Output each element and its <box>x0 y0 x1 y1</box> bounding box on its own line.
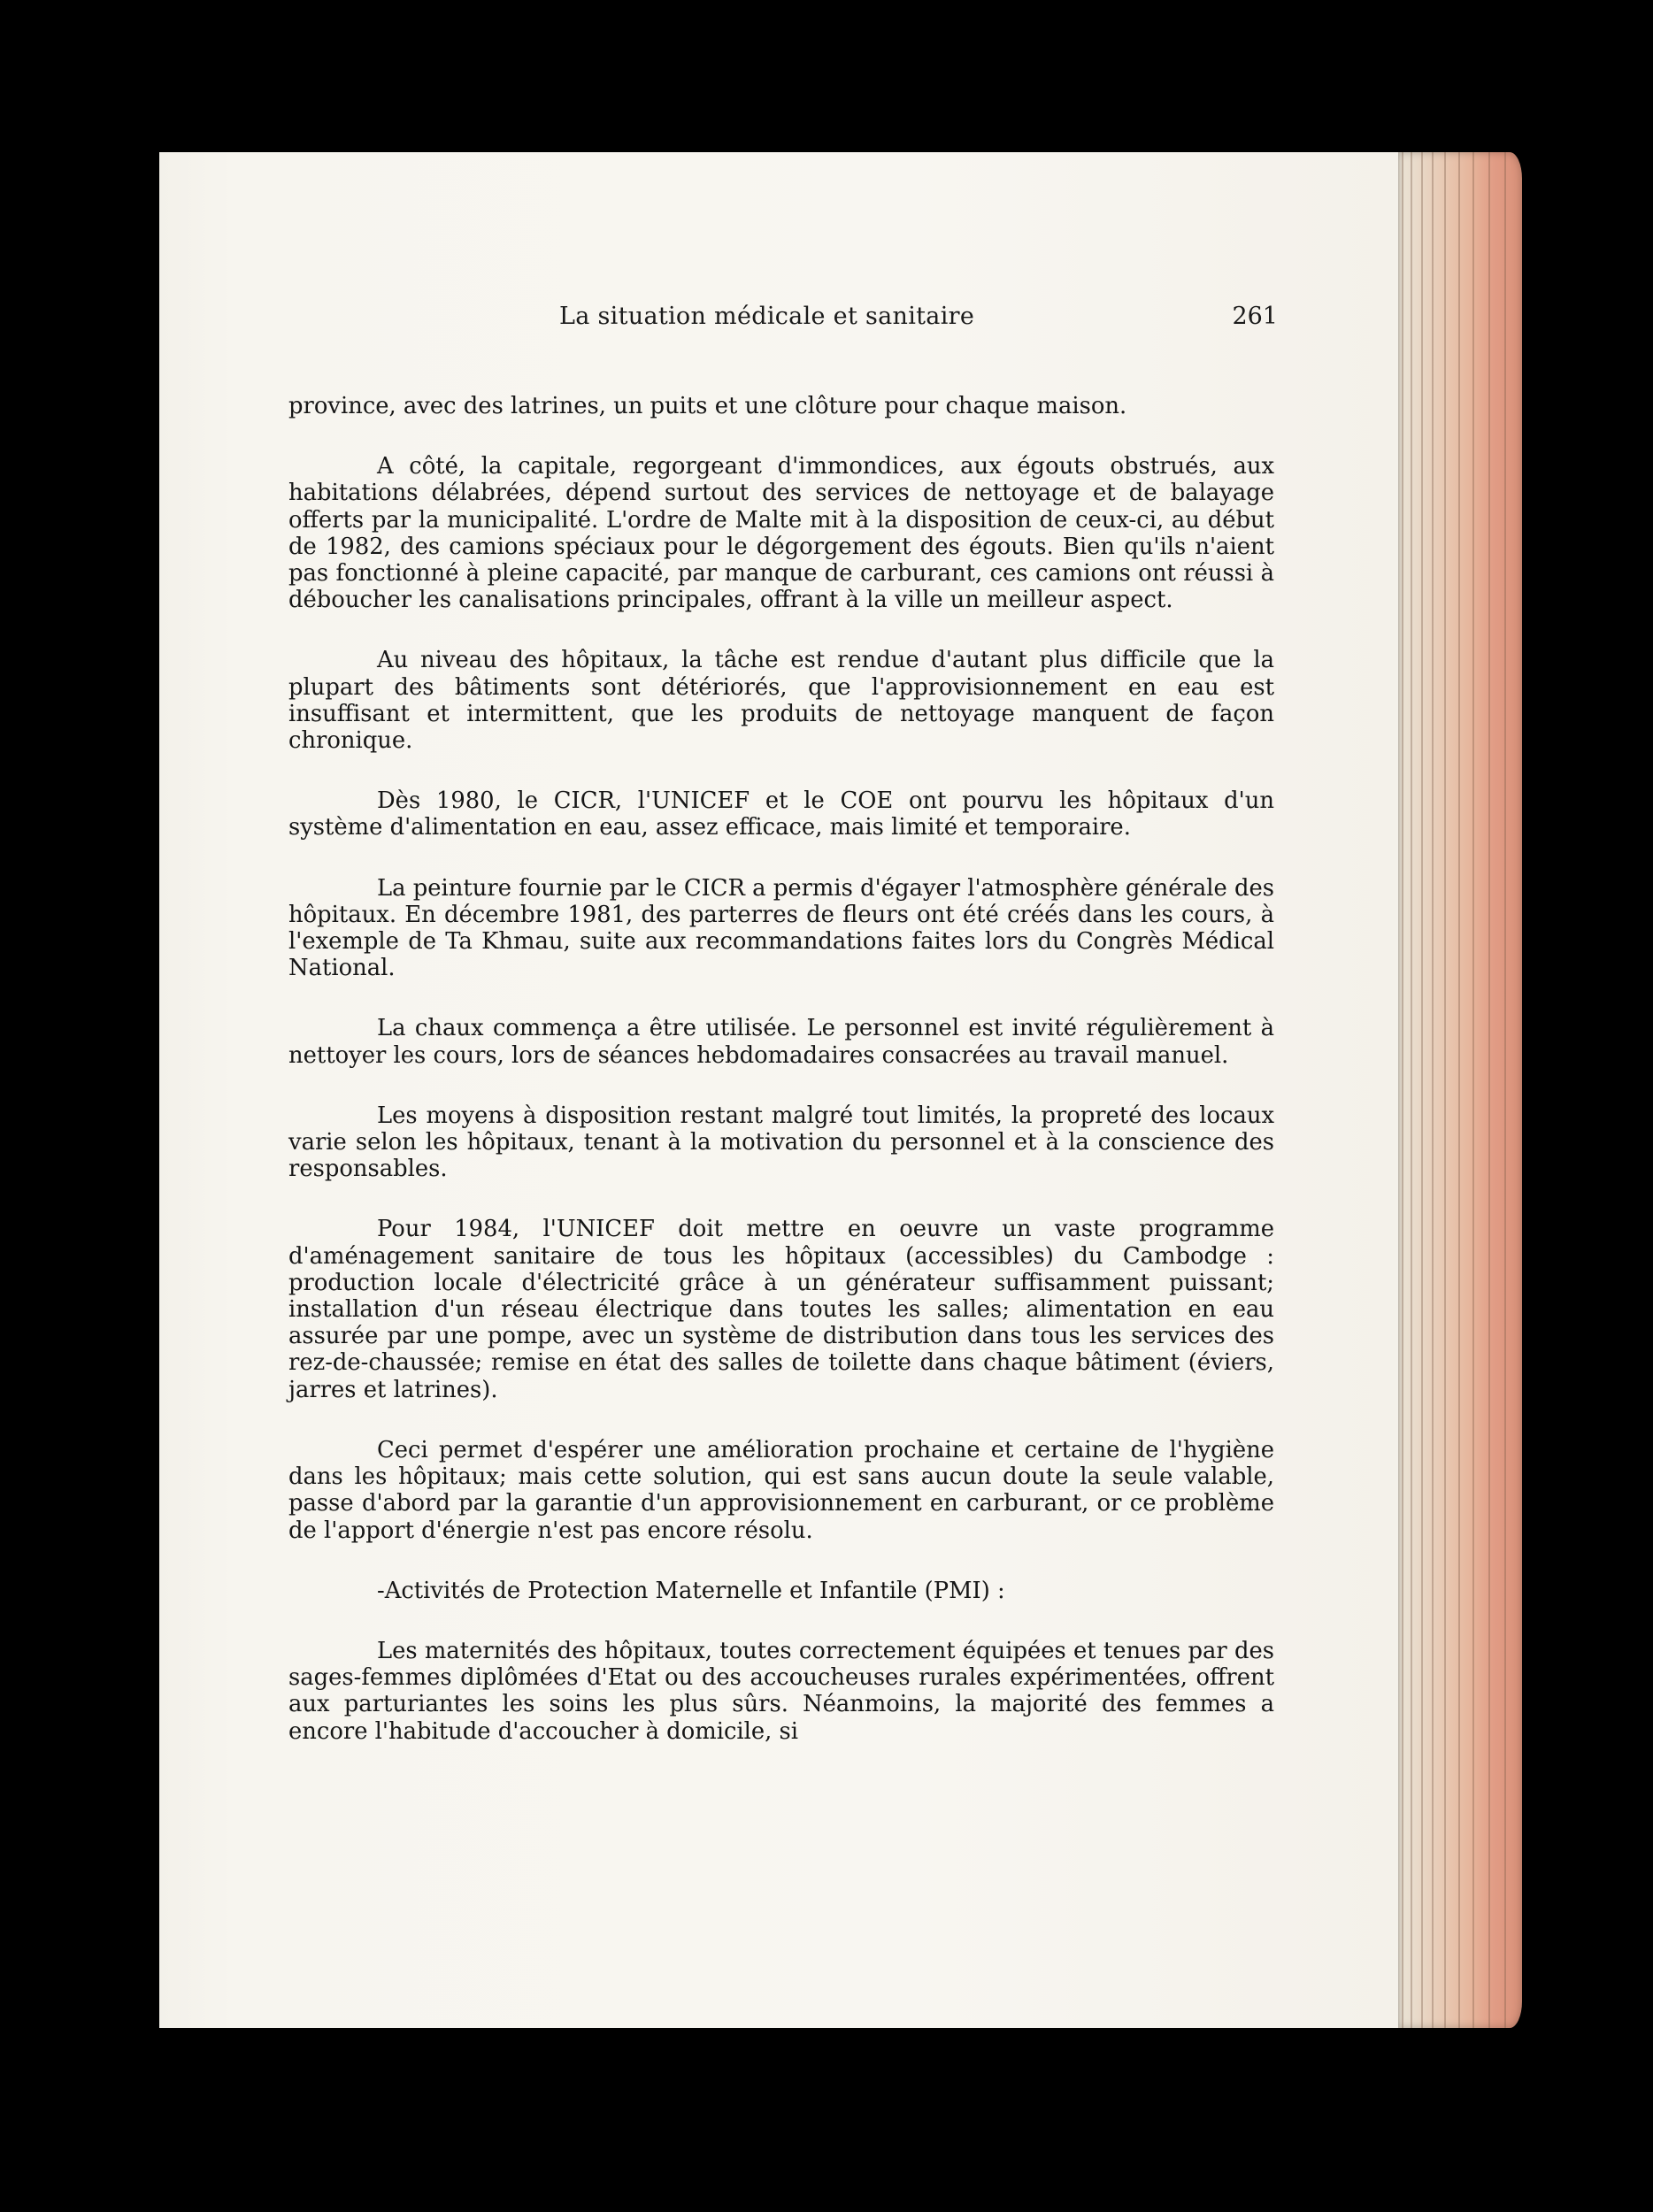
paragraph: Pour 1984, l'UNICEF doit mettre en oeuvre un vaste programme d'aménagement sanitaire de tous les hôpitaux (accessibles) du Cambodge : production locale d'électricité grâce à un générateur suffisamment puissant; installation d'un réseau électrique dans toutes les salles; alimentation en eau assurée par une pompe, avec un système de distribution dans tous les services des rez-de-chaussée; remise en état des salles de toilette dans chaque bâtiment (éviers, jarres et latrines). <box>288 1216 1274 1403</box>
page-edges <box>1380 152 1522 2028</box>
paragraph: Au niveau des hôpitaux, la tâche est rendue d'autant plus difficile que la plupart des bâtiments sont détériorés, que l'approvisionnement en eau est insuffisant et intermittent, que les produits de nettoyage manquent de façon chronique. <box>288 647 1274 755</box>
book-page <box>159 152 1398 2028</box>
page-number: 261 <box>1232 303 1278 330</box>
running-title: La situation médicale et sanitaire <box>559 303 975 330</box>
paragraph: Les maternités des hôpitaux, toutes correctement équipées et tenues par des sages-femmes diplômées d'Etat ou des accoucheuses rurales expérimentées, offrent aux parturiantes les soins les plus sûrs. Néanmoins, la majorité des femmes a encore l'habitude d'accoucher à domicile, si <box>288 1637 1274 1745</box>
section-heading: -Activités de Protection Maternelle et Infantile (PMI) : <box>377 1577 1005 1604</box>
paragraph: Ceci permet d'espérer une amélioration prochaine et certaine de l'hygiène dans les hôpitaux; mais cette solution, qui est sans aucun doute la seule valable, passe d'abord par la garantie d'un approvisionnement en carburant, or ce problème de l'apport d'énergie n'est pas encore résolu. <box>288 1436 1274 1544</box>
body-text <box>288 393 1274 1778</box>
paragraph: A côté, la capitale, regorgeant d'immondices, aux égouts obstrués, aux habitations délabrées, dépend surtout des services de nettoyage et de balayage offerts par la municipalité. L'ordre de Malte mit à la disposition de ceux-ci, au début de 1982, des camions spéciaux pour le dégorgement des égouts. Bien qu'ils n'aient pas fonctionné à pleine capacité, par manque de carburant, ces camions ont réussi à déboucher les canalisations principales, offrant à la ville un meilleur aspect. <box>288 453 1274 614</box>
paragraph: Les moyens à disposition restant malgré tout limités, la propreté des locaux varie selon les hôpitaux, tenant à la motivation du personnel et à la conscience des responsables. <box>288 1102 1274 1183</box>
paragraph: La peinture fournie par le CICR a permis d'égayer l'atmosphère générale des hôpitaux. En décembre 1981, des parterres de fleurs ont été créés dans les cours, à l'exemple de Ta Khmau, suite aux recommandations faites lors du Congrès Médical National. <box>288 874 1274 982</box>
paragraph: La chaux commença a être utilisée. Le personnel est invité régulièrement à nettoyer les cours, lors de séances hebdomadaires consacrées au travail manuel. <box>288 1015 1274 1069</box>
paragraph: Dès 1980, le CICR, l'UNICEF et le COE ont pourvu les hôpitaux d'un système d'alimentation en eau, assez efficace, mais limité et temporaire. <box>288 787 1274 841</box>
page-header <box>159 303 1398 347</box>
paragraph: province, avec des latrines, un puits et une clôture pour chaque maison. <box>288 393 1127 419</box>
